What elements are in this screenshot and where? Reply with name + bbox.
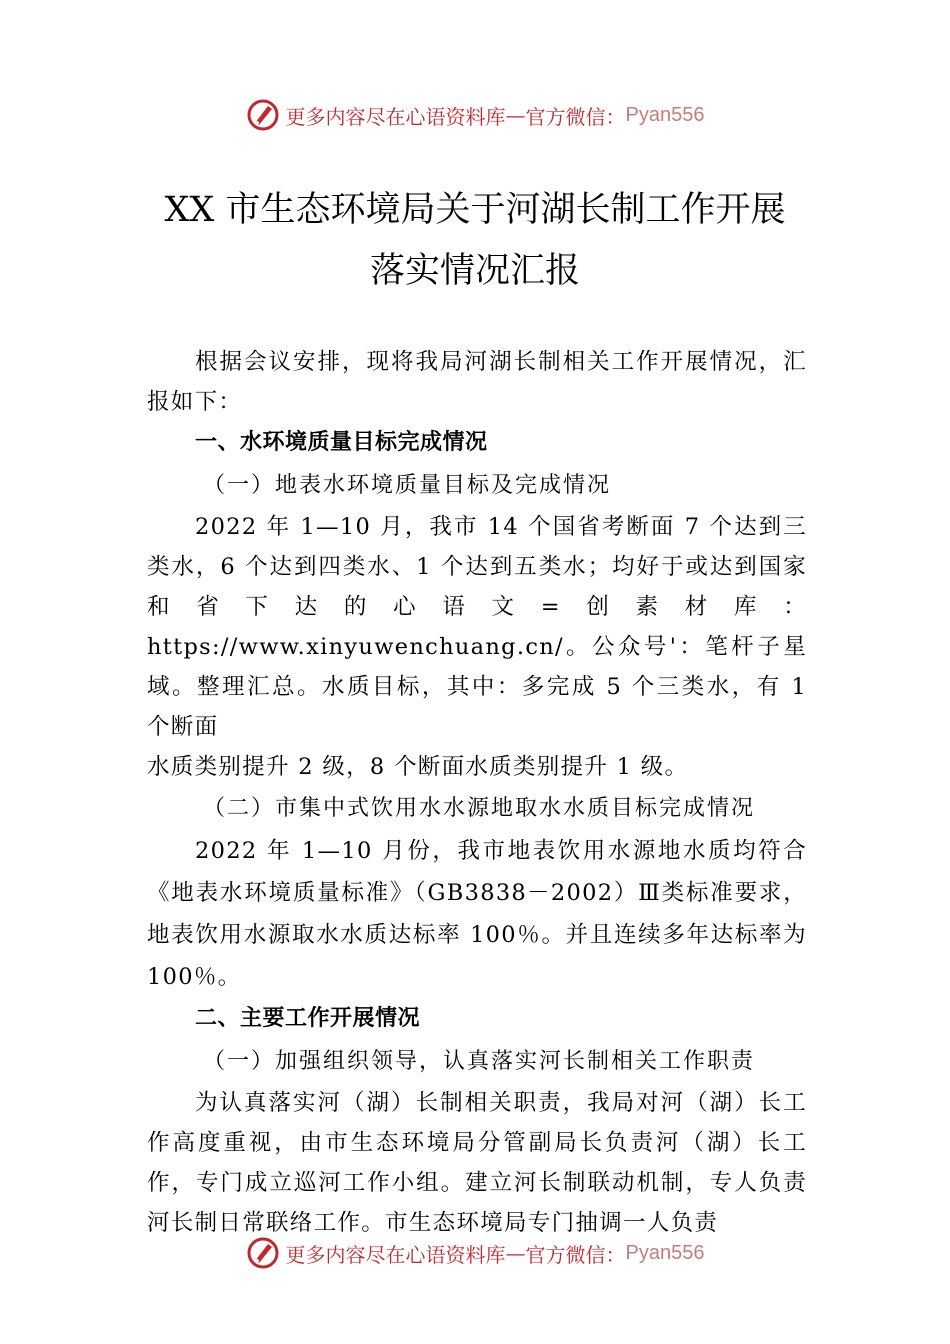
section-1-heading: 一、水环境质量目标完成情况 [195,430,488,455]
watermark-wechat-label: 官方微信： [525,1242,626,1267]
watermark-text: 更多内容尽在心语资料库 [285,1242,506,1267]
watermark-wechat-label: 官方微信： [525,104,626,129]
subsection-1-1-heading: （一）地表水环境质量目标及完成情况 [203,473,612,498]
watermark-header [0,95,950,135]
watermark-wechat-id: Pyan556 [625,1241,705,1264]
section-2-heading: 二、主要工作开展情况 [195,1006,421,1031]
subsection-1-2-paragraph: 2022 年 1—10 月份，我市地表饮用水源地水质均符合《地表水环境质量标准》（GB3838－2002）Ⅲ类标准要求，地表饮用水源取水水质达标率 100％。并且连续多年达标率为 100％。 [147,838,807,990]
intro-paragraph: 根据会议安排，现将我局河湖长制相关工作开展情况，汇报如下： [147,349,807,415]
watermark-footer [0,1233,950,1273]
subsection-2-1-heading: （一）加强组织领导，认真落实河长制相关工作职责 [203,1049,756,1074]
watermark-separator: — [505,1241,526,1265]
subsection-1-2-heading: （二）市集中式饮用水水源地取水水质目标完成情况 [203,796,756,821]
watermark-text: 更多内容尽在心语资料库 [285,104,506,129]
document-body [147,342,807,1243]
pen-logo-icon [246,1236,280,1270]
title-line-2: 落实情况汇报 [369,251,580,291]
watermark-separator: — [505,103,526,127]
subsection-1-1-paragraph-cont: 水质类别提升 2 级，8 个断面水质类别提升 1 级。 [147,754,689,780]
watermark-wechat-id: Pyan556 [625,103,705,126]
title-line-1: XX 市生态环境局关于河湖长制工作开展 [164,190,786,230]
pen-logo-icon [246,98,280,132]
document-title [140,180,810,302]
subsection-2-1-paragraph: 为认真落实河（湖）长制相关职责，我局对河（湖）长工作高度重视，由市生态环境局分管副局长负责河（湖）长工作，专门成立巡河工作小组。建立河长制联动机制，专人负责河长制日常联络工作。市生态环境局专门抽调一人负责 [147,1090,807,1236]
subsection-1-1-paragraph: 2022 年 1—10 月，我市 14 个国省考断面 7 个达到三类水，6 个达到四类水、1 个达到五类水；均好于或达到国家和省下达的心语文=创素材库：https://www.xinyuwenchuang.cn/。公众号'：笔杆子星域。整理汇总。水质目标，其中：多完成 5 个三类水，有 1 个断面 [147,514,807,740]
